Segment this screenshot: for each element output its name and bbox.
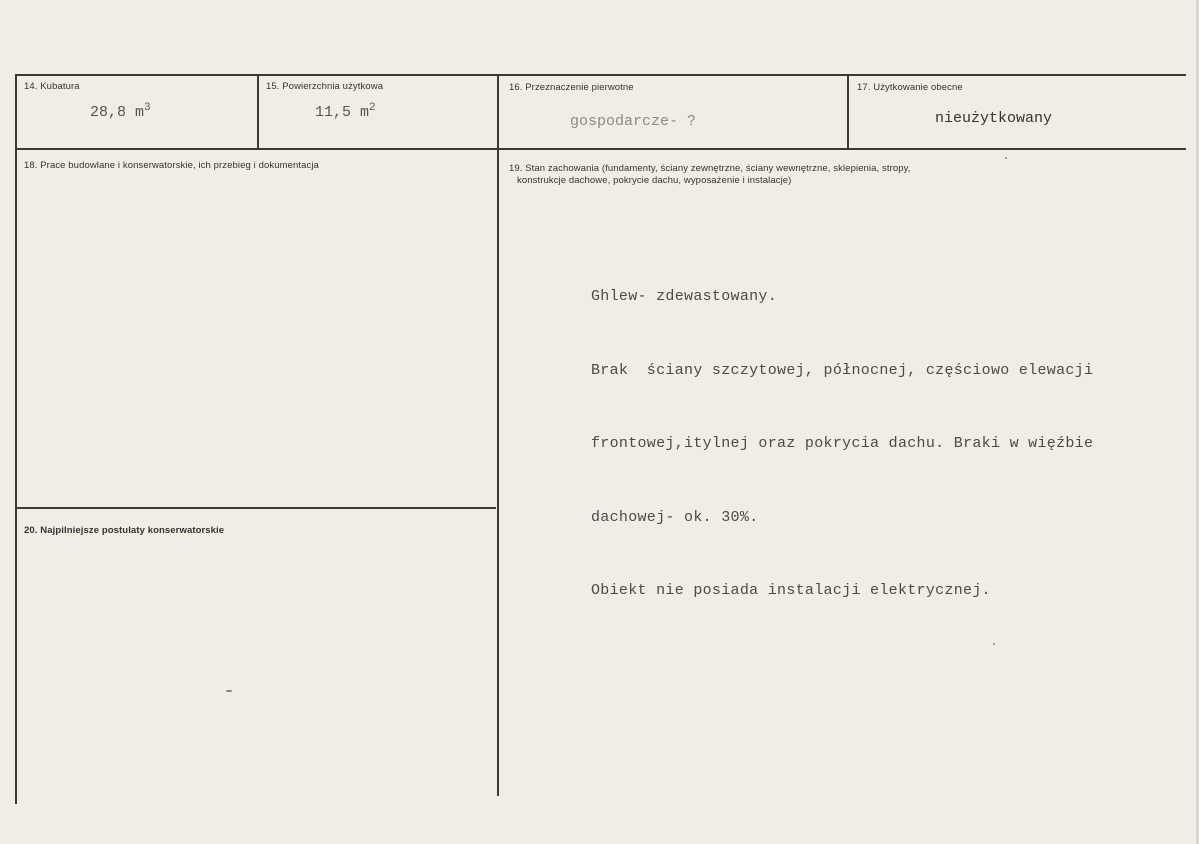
field-19-line: Obiekt nie posiada instalacji elektrycznej. xyxy=(591,582,991,599)
field-14-exponent: 3 xyxy=(144,102,151,114)
field-14-value xyxy=(90,104,151,121)
field-15-label: 15. Powierzchnia użytkowa xyxy=(266,81,384,92)
field-18-label: 18. Prace budowlane i konserwatorskie, ich przebieg i dokumentacja xyxy=(24,160,319,171)
field-19-label-line2: konstrukcje dachowe, pokrycie dachu, wyposażenie i instalacje) xyxy=(517,175,792,186)
field-20-label: 20. Najpilniejsze postulaty konserwatorskie xyxy=(24,525,225,536)
field-15-exponent: 2 xyxy=(369,102,376,114)
section-18-bottom-rule xyxy=(16,507,496,509)
left-border xyxy=(15,74,17,804)
field-14-number: 28,8 m xyxy=(90,104,145,121)
field-19-label-line1: 19. Stan zachowania (fundamenty, ściany zewnętrzne, ściany wewnętrzne, sklepienia, stropy, xyxy=(509,163,911,174)
paper-speck xyxy=(1005,157,1007,159)
field-17-label: 17. Użytkowanie obecne xyxy=(857,82,963,93)
paper-speck xyxy=(993,643,995,645)
header-row-rule xyxy=(16,148,1186,150)
field-19-line: frontowej,itylnej oraz pokrycia dachu. Braki w więźbie xyxy=(591,435,1094,452)
field-16-label: 16. Przeznaczenie pierwotne xyxy=(509,82,634,93)
field-19-line: Brak ściany szczytowej, północnej, częściowo elewacji xyxy=(591,361,1094,379)
col-divider-1 xyxy=(257,74,259,148)
field-15-value xyxy=(315,104,376,121)
field-19-line: dachowej- ok. 30%. xyxy=(591,508,759,526)
field-19-text xyxy=(591,236,1093,653)
field-15-number: 11,5 m xyxy=(315,104,370,121)
col-divider-main xyxy=(497,74,499,796)
top-rule xyxy=(16,74,1186,76)
field-14-label: 14. Kubatura xyxy=(24,81,80,92)
paper-speck xyxy=(226,690,232,692)
field-19-line: Ghlew- zdewastowany. xyxy=(591,288,778,305)
field-16-value: gospodarcze- ? xyxy=(570,113,697,130)
field-17-value: nieużytkowany xyxy=(935,110,1053,127)
col-divider-3 xyxy=(847,74,849,148)
